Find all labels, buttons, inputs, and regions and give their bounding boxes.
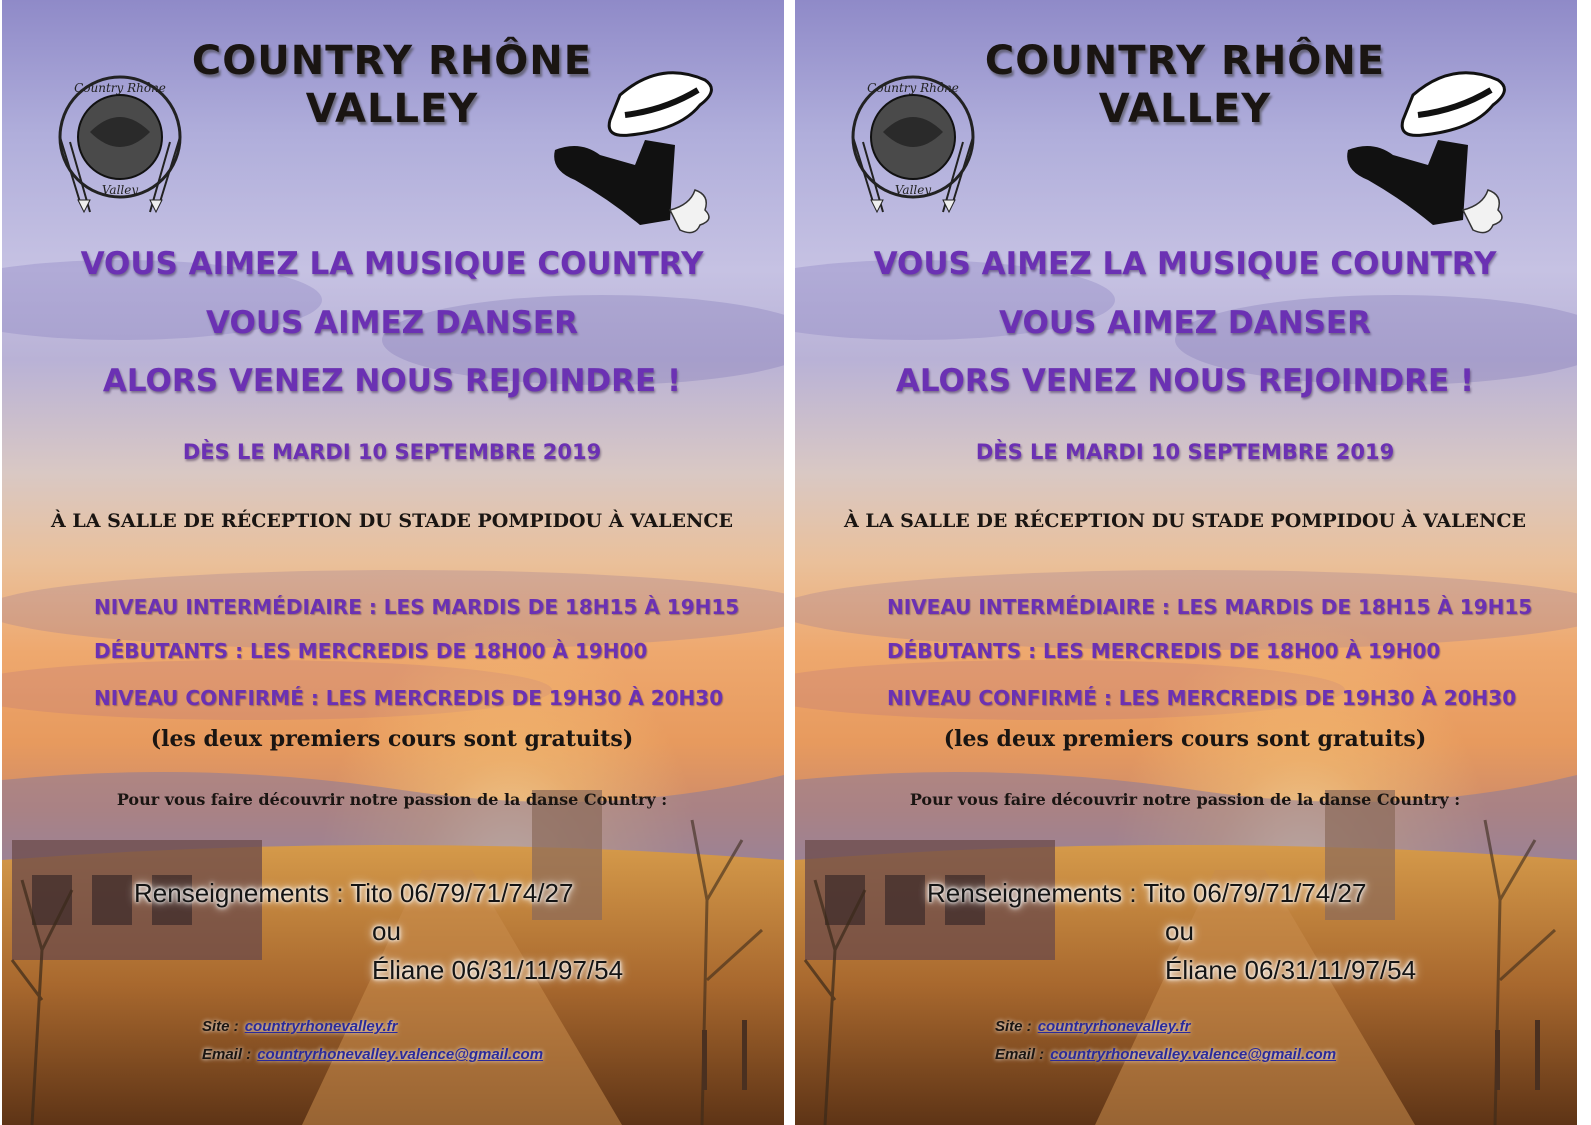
contact-line-tito: Renseignements : Tito 06/79/71/74/27: [134, 878, 574, 908]
contact-line-eliane: Éliane 06/31/11/97/54: [372, 955, 624, 985]
course-intermediate: NIVEAU INTERMÉDIAIRE : LES MARDIS DE 18H15 À 19H15: [94, 595, 740, 619]
site-row: [995, 1018, 1191, 1035]
course-intermediate: NIVEAU INTERMÉDIAIRE : LES MARDIS DE 18H15 À 19H15: [887, 595, 1533, 619]
site-label: Site :: [202, 1018, 239, 1035]
email-link[interactable]: countryrhonevalley.valence@gmail.com: [257, 1046, 544, 1063]
flyer: [795, 0, 1577, 1125]
course-confirmed: NIVEAU CONFIRMÉ : LES MERCREDIS DE 19H30 À 20H30: [94, 686, 724, 710]
site-row: [202, 1018, 398, 1035]
free-courses-note: (les deux premiers cours sont gratuits): [150, 726, 634, 752]
email-row: [995, 1046, 1336, 1063]
passion-text: Pour vous faire découvrir notre passion de la danse Country :: [116, 790, 668, 809]
club-title-line2: VALLEY: [305, 86, 479, 132]
site-link[interactable]: countryrhonevalley.fr: [244, 1018, 398, 1035]
venue-text: À LA SALLE DE RÉCEPTION DU STADE POMPIDOU À VALENCE: [51, 510, 733, 532]
headline-music: VOUS AIMEZ LA MUSIQUE COUNTRY: [80, 246, 704, 282]
contact-line-tito: Renseignements : Tito 06/79/71/74/27: [927, 878, 1367, 908]
club-title-line2: VALLEY: [1098, 86, 1272, 132]
club-title-line1: COUNTRY RHÔNE: [984, 38, 1386, 84]
headline-join: ALORS VENEZ NOUS REJOINDRE !: [895, 363, 1475, 399]
course-confirmed: NIVEAU CONFIRMÉ : LES MERCREDIS DE 19H30 À 20H30: [887, 686, 1517, 710]
email-row: [202, 1046, 543, 1063]
start-date: DÈS LE MARDI 10 SEPTEMBRE 2019: [975, 440, 1395, 464]
headline-dance: VOUS AIMEZ DANSER: [999, 305, 1371, 341]
flyer: [2, 0, 784, 1125]
flyer-page-right: [795, 0, 1577, 1125]
email-label: Email :: [995, 1046, 1045, 1063]
venue-text: À LA SALLE DE RÉCEPTION DU STADE POMPIDOU À VALENCE: [844, 510, 1526, 532]
course-beginners: DÉBUTANTS : LES MERCREDIS DE 18H00 À 19H00: [94, 639, 648, 663]
passion-text: Pour vous faire découvrir notre passion de la danse Country :: [909, 790, 1461, 809]
logo-text-bottom: Valley: [894, 183, 932, 197]
headline-dance: VOUS AIMEZ DANSER: [206, 305, 578, 341]
logo-text-top: Country Rhône: [867, 81, 959, 95]
email-label: Email :: [202, 1046, 252, 1063]
headline-music: VOUS AIMEZ LA MUSIQUE COUNTRY: [873, 246, 1497, 282]
site-link[interactable]: countryrhonevalley.fr: [1037, 1018, 1191, 1035]
logo-text-top: Country Rhône: [74, 81, 166, 95]
headline-join: ALORS VENEZ NOUS REJOINDRE !: [102, 363, 682, 399]
email-link[interactable]: countryrhonevalley.valence@gmail.com: [1050, 1046, 1337, 1063]
club-title-line1: COUNTRY RHÔNE: [191, 38, 593, 84]
logo-text-bottom: Valley: [101, 183, 139, 197]
free-courses-note: (les deux premiers cours sont gratuits): [943, 726, 1427, 752]
contact-or: ou: [372, 916, 401, 946]
start-date: DÈS LE MARDI 10 SEPTEMBRE 2019: [182, 440, 602, 464]
contact-or: ou: [1165, 916, 1194, 946]
site-label: Site :: [995, 1018, 1032, 1035]
course-beginners: DÉBUTANTS : LES MERCREDIS DE 18H00 À 19H00: [887, 639, 1441, 663]
contact-line-eliane: Éliane 06/31/11/97/54: [1165, 955, 1417, 985]
flyer-page-left: [2, 0, 784, 1125]
